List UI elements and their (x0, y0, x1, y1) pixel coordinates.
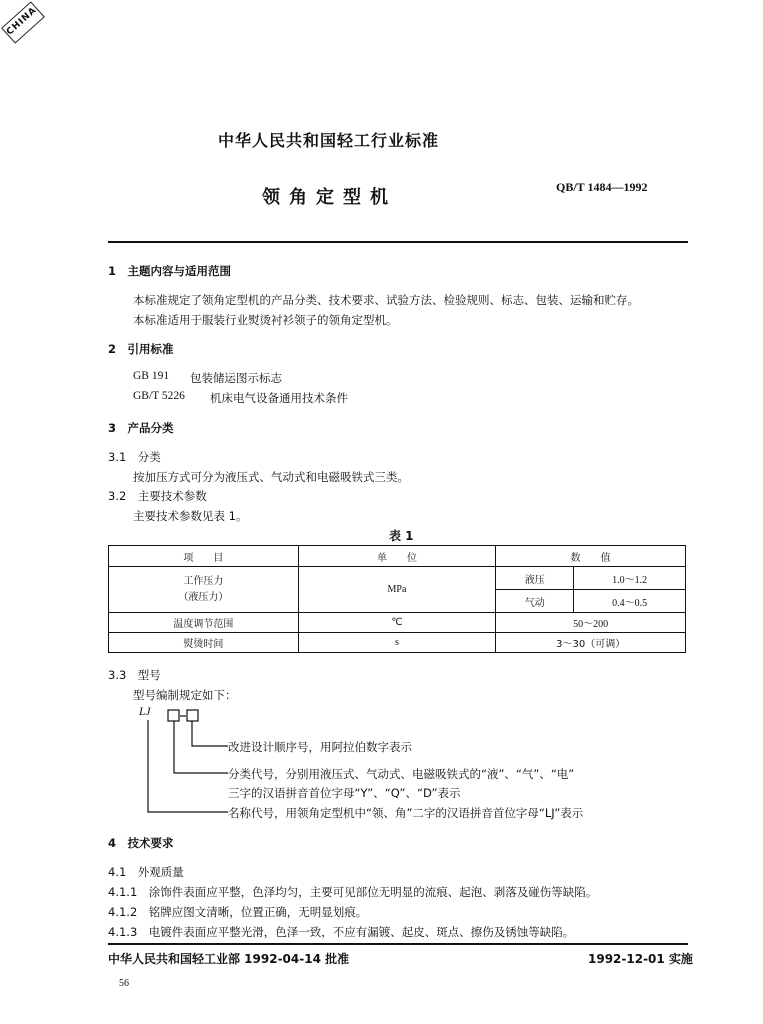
footer-rule (108, 943, 688, 945)
table-row-temperature-unit: ℃ (298, 613, 496, 633)
china-stamp: CHINA (1, 1, 45, 43)
table-row-time-value: 3～30（可调） (496, 633, 686, 653)
pressure-hydraulic-value: 1.0～1.2 (574, 567, 686, 590)
table-row-pressure-unit: MPa (298, 567, 496, 613)
table-row-time-unit: s (298, 633, 496, 653)
pressure-item-line-1: 工作压力 (183, 575, 224, 587)
model-note-sequence: 改进设计顺序号，用阿拉伯数字表示 (228, 740, 412, 754)
table-row-temperature-item: 温度调节范围 (109, 613, 299, 633)
reference-1-code: GB 191 (133, 370, 170, 382)
section-3-2-heading: 3.2 主要技术参数 (108, 489, 207, 503)
table-header-value: 数 值 (496, 546, 686, 567)
leader-line-sequence (192, 721, 228, 746)
pressure-pneumatic-value: 0.4～0.5 (574, 590, 686, 613)
model-note-class-line-2: 三字的汉语拼音首位字母“Y”、“Q”、“D”表示 (228, 786, 461, 800)
pressure-hydraulic-label: 液压 (496, 567, 574, 590)
section-3-3-text: 型号编制规定如下： (133, 688, 237, 702)
pressure-pneumatic-label: 气动 (496, 590, 574, 613)
section-1-para-2: 本标准适用于服装行业熨烫衬衫领子的领角定型机。 (133, 313, 398, 327)
section-3-3-heading: 3.3 型号 (108, 668, 161, 682)
standard-code: QB/T 1484—1992 (556, 180, 648, 194)
reference-1-title: 包装储运图示标志 (190, 371, 282, 385)
section-3-1-heading: 3.1 分类 (108, 450, 161, 464)
model-note-name: 名称代号，用领角定型机中“领、角”二字的汉语拼音首位字母“LJ”表示 (228, 806, 584, 820)
model-prefix: LJ (139, 706, 151, 718)
section-1-para-1: 本标准规定了领角定型机的产品分类、技术要求、试验方法、检验规则、标志、包装、运输和贮存。 (133, 293, 639, 307)
section-4-heading: 4 技术要求 (108, 836, 174, 850)
pressure-item-line-2: （液压力） (178, 591, 229, 603)
section-4-1-3: 4.1.3 电镀件表面应平整光滑，色泽一致，不应有漏镀、起皮、斑点、擦伤及锈蚀等缺陷。 (108, 925, 575, 939)
reference-2-title: 机床电气设备通用技术条件 (210, 391, 348, 405)
section-4-1-2: 4.1.2 铭牌应图文清晰，位置正确，无明显划痕。 (108, 905, 368, 919)
table-row-time-item: 熨烫时间 (109, 633, 299, 653)
issuing-organization: 中华人民共和国轻工行业标准 (218, 131, 440, 150)
table-1-caption: 表 1 (389, 529, 414, 543)
effective-date: 1992-12-01 实施 (588, 952, 693, 966)
table-header-item: 项 目 (109, 546, 299, 567)
section-3-1-text: 按加压方式可分为液压式、气动式和电磁吸铁式三类。 (133, 470, 409, 484)
section-3-2-text: 主要技术参数见表 1。 (133, 509, 248, 523)
section-4-1-1: 4.1.1 涂饰件表面应平整，色泽均匀，主要可见部位无明显的流痕、起泡、剥落及碰伤等缺陷。 (108, 885, 598, 899)
model-note-class-line-1: 分类代号，分别用液压式、气动式、电磁吸铁式的“液”、“气”、“电” (228, 767, 575, 781)
section-3-heading: 3 产品分类 (108, 421, 174, 435)
approval-line: 中华人民共和国轻工业部 1992-04-14 批准 (108, 952, 350, 966)
leader-line-class (174, 721, 228, 773)
table-header-unit: 单 位 (298, 546, 496, 567)
class-code-box (168, 710, 179, 721)
page-number: 56 (119, 978, 129, 989)
section-1-heading: 1 主题内容与适用范围 (108, 264, 232, 278)
leader-line-name (148, 720, 228, 812)
section-2-heading: 2 引用标准 (108, 342, 174, 356)
document-title: 领角定型机 (262, 187, 397, 208)
sequence-number-box (187, 710, 198, 721)
table-row-temperature-value: 50～200 (496, 613, 686, 633)
reference-2-code: GB/T 5226 (133, 390, 185, 402)
section-4-1-heading: 4.1 外观质量 (108, 865, 184, 879)
